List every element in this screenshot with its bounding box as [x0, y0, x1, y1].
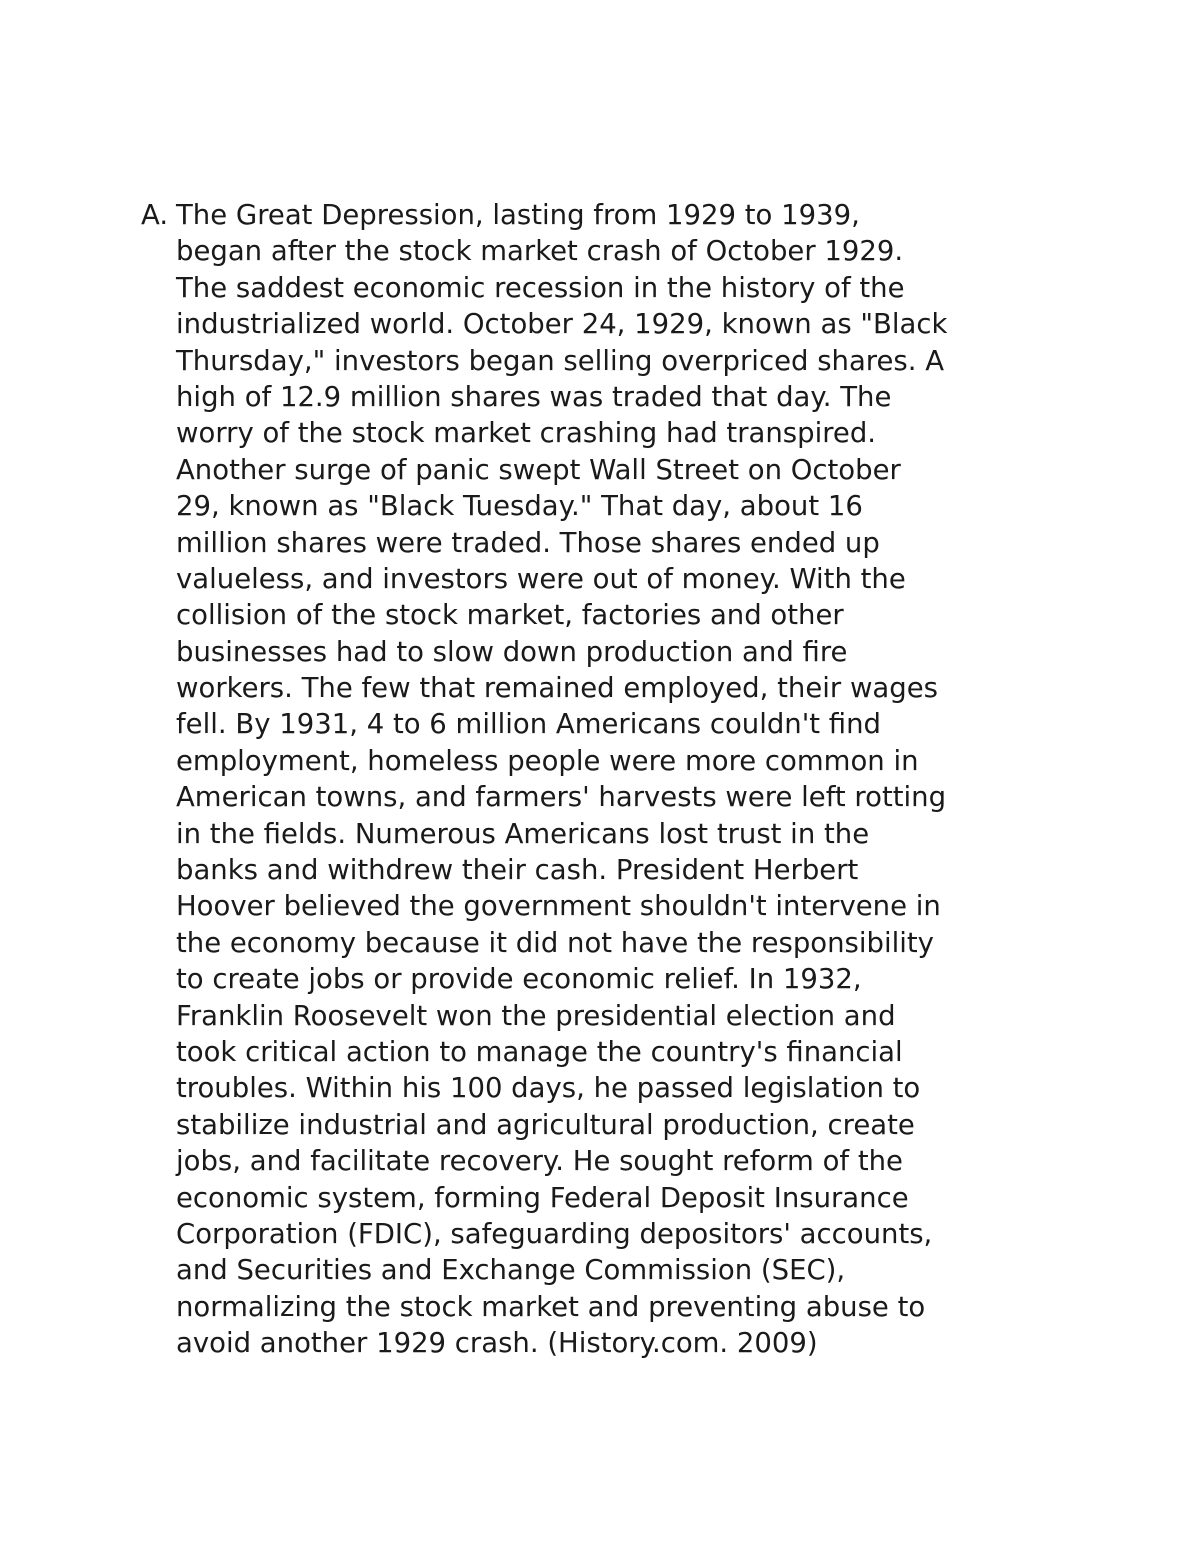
paragraph-line: Hoover believed the government shouldn't intervene in — [176, 890, 941, 923]
paragraph-line: normalizing the stock market and preventing abuse to — [176, 1290, 926, 1323]
paragraph-line: valueless, and investors were out of money. With the — [176, 562, 906, 595]
paragraph-line: The saddest economic recession in the history of the — [176, 271, 905, 304]
paragraph-line: the economy because it did not have the responsibility — [176, 926, 934, 959]
paragraph-line: troubles. Within his 100 days, he passed legislation to — [176, 1072, 921, 1105]
paragraph-line: began after the stock market crash of October 1929. — [176, 235, 904, 268]
paragraph-line: 29, known as "Black Tuesday." That day, about 16 — [176, 490, 863, 523]
paragraph-line: and Securities and Exchange Commission (SEC), — [176, 1254, 846, 1287]
paragraph-line: banks and withdrew their cash. President Herbert — [176, 854, 859, 887]
paragraph-line: Thursday," investors began selling overpriced shares. A — [176, 344, 945, 377]
paragraph-line: American towns, and farmers' harvests were left rotting — [176, 781, 947, 814]
paragraph-line: Corporation (FDIC), safeguarding depositors' accounts, — [176, 1217, 933, 1250]
paragraph-line: Franklin Roosevelt won the presidential election and — [176, 999, 896, 1032]
paragraph-line: worry of the stock market crashing had transpired. — [176, 417, 877, 450]
paragraph-line: jobs, and facilitate recovery. He sought reform of the — [176, 1145, 903, 1178]
paragraph-line: stabilize industrial and agricultural production, create — [176, 1108, 915, 1141]
paragraph-line: The Great Depression, lasting from 1929 to 1939, — [176, 199, 860, 231]
paragraph-line: workers. The few that remained employed, their wages — [176, 672, 938, 705]
paragraph-line: in the fields. Numerous Americans lost trust in the — [176, 817, 870, 850]
paragraph-line: industrialized world. October 24, 1929, known as "Black — [176, 308, 948, 341]
paragraph-line: avoid another 1929 crash. (History.com. 2009) — [176, 1327, 818, 1360]
paragraph-line: fell. By 1931, 4 to 6 million Americans couldn't find — [176, 708, 882, 741]
paragraph-line: million shares were traded. Those shares ended up — [176, 526, 880, 559]
paragraph-line: high of 12.9 million shares was traded that day. The — [176, 380, 892, 413]
paragraph-line: took critical action to manage the country's financial — [176, 1035, 903, 1068]
paragraph-line: employment, homeless people were more common in — [176, 744, 919, 777]
paragraph-line: Another surge of panic swept Wall Street on October — [176, 453, 901, 486]
paragraph-text — [176, 197, 947, 1362]
paragraph-line: to create jobs or provide economic relief. In 1932, — [176, 963, 862, 996]
paragraph-line: economic system, forming Federal Deposit Insurance — [176, 1181, 909, 1214]
list-marker: A. — [141, 199, 169, 231]
paragraph-line: businesses had to slow down production and fire — [176, 635, 848, 668]
paragraph-line: collision of the stock market, factories and other — [176, 599, 844, 632]
